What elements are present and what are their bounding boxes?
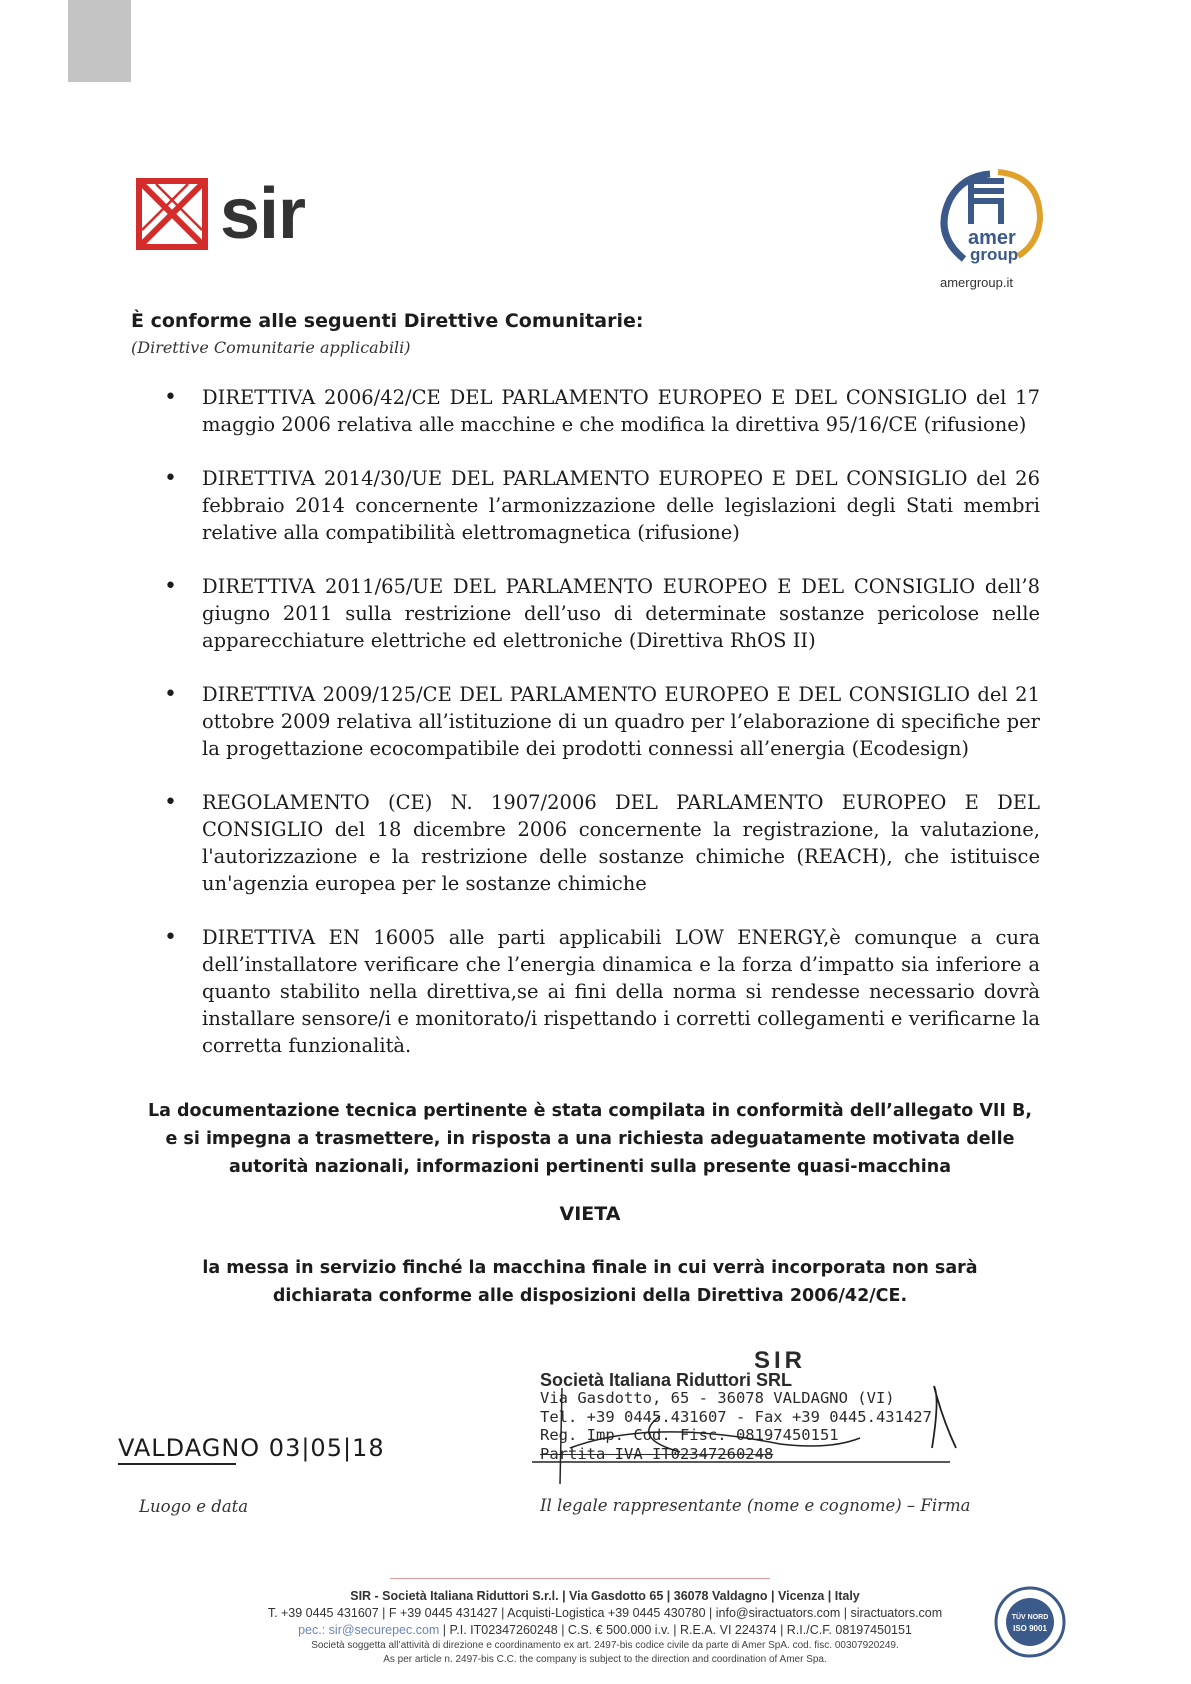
iso-certification-seal	[994, 1586, 1066, 1658]
legal-rep-label: Il legale rappresentante (nome e cognome) – Firma	[540, 1496, 971, 1515]
place-date-label: Luogo e data	[139, 1497, 249, 1516]
amer-url: amergroup.it	[940, 275, 1013, 290]
svg-text:ISO 9001: ISO 9001	[1013, 1624, 1047, 1633]
footer-contacts: T. +39 0445 431607 | F +39 0445 431427 | Acquisti-Logistica +39 0445 430780 | info@siractuators.com | siractuators.com	[267, 1606, 943, 1620]
directive-item: • DIRETTIVA 2011/65/UE DEL PARLAMENTO EUROPEO E DEL CONSIGLIO dell’8 giugno 2011 sulla restrizione dell’uso di determinate sostanze pericolose nelle apparecchiature elettriche ed elettroniche (Direttiva RhOS II)	[160, 573, 1040, 654]
directive-item: • REGOLAMENTO (CE) N. 1907/2006 DEL PARLAMENTO EUROPEO E DEL CONSIGLIO del 18 dicembre 2006 concernente la registrazione, la valutazione, l'autorizzazione e la restrizione delle sostanze chimiche (REACH), che istituisce un'agenzia europea per le sostanze chimiche	[160, 789, 1040, 897]
directive-item: • DIRETTIVA EN 16005 alle parti applicabili LOW ENERGY,è comunque a cura dell’installatore verificare che l’energia dinamica e la forza d’impatto sia inferiore a quanto stabilito nella direttiva,se ai fini della norma si rendesse necessario dovrà installare sensore/i e monitorato/i rispettando i corretti collegamenti e verificarne la corretta funzionalità.	[160, 924, 1040, 1059]
stamp-phone: Tel. +39 0445.431607 - Fax +39 0445.431427	[540, 1407, 932, 1426]
directive-item: • DIRETTIVA 2006/42/CE DEL PARLAMENTO EUROPEO E DEL CONSIGLIO del 17 maggio 2006 relativa alle macchine e che modifica la direttiva 95/16/CE (rifusione)	[160, 384, 1040, 438]
documentation-statement: La documentazione tecnica pertinente è stata compilata in conformità dell’allegato VII B, e si impegna a trasmettere, in risposta a una richiesta adeguatamente motivata delle autorità nazionali, informazioni pertinenti sulla presente quasi-macchina	[147, 1101, 1033, 1177]
svg-text:group: group	[970, 245, 1019, 264]
sir-logo-text: sir	[220, 174, 306, 254]
amer-group-logo	[928, 164, 1050, 274]
place-date-handwritten: VALDAGNO 03|05|18	[118, 1434, 385, 1462]
place-underline	[118, 1463, 236, 1465]
stamp-vat: Partita IVA IT02347260248	[540, 1444, 774, 1463]
footer-registry	[240, 1622, 970, 1639]
directive-item: • DIRETTIVA 2009/125/CE DEL PARLAMENTO EUROPEO E DEL CONSIGLIO del 21 ottobre 2009 relativa all’istituzione di un quadro per l’elaborazione di specifiche per la progettazione ecocompatibile dei prodotti connessi all’energia (Ecodesign)	[160, 681, 1040, 762]
footer-legal-note-it: Società soggetta all’attività di direzione e coordinamento ex art. 2497-bis codice civile da parte di Amer SpA. cod. fisc. 00307920249.	[311, 1640, 899, 1651]
footer-legal-note-en: As per article n. 2497-bis C.C. the company is subject to the direction and coordination of Amer Spa.	[383, 1654, 827, 1665]
directive-item: • DIRETTIVA 2014/30/UE DEL PARLAMENTO EUROPEO E DEL CONSIGLIO del 26 febbraio 2014 concernente l’armonizzazione delle legislazioni degli Stati membri relative alla compatibilità elettromagnetica (rifusione)	[160, 465, 1040, 546]
svg-text:TÜV NORD: TÜV NORD	[1011, 1614, 1049, 1621]
stamp-address: Via Gasdotto, 65 - 36078 VALDAGNO (VI)	[540, 1389, 895, 1407]
svg-text:amer: amer	[968, 227, 1016, 249]
footer-divider	[390, 1578, 770, 1579]
directives-list	[160, 384, 1040, 1086]
vieta-heading: VIETA	[559, 1203, 621, 1225]
conformity-heading: È conforme alle seguenti Direttive Comunitarie:	[131, 310, 644, 332]
stamp-company: Società Italiana Riduttori SRL	[540, 1369, 793, 1390]
footer	[240, 1588, 970, 1667]
prohibition-statement: la messa in servizio finché la macchina finale in cui verrà incorporata non sarà dichiarata conforme alle disposizioni della Direttiva 2006/42/CE.	[202, 1258, 978, 1306]
sir-logo	[136, 174, 306, 254]
stamp-registry: Reg. Imp. Cod. Fisc. 08197450151	[540, 1426, 839, 1444]
signature	[530, 1378, 980, 1488]
scan-corner-marker	[68, 0, 131, 82]
footer-pec: pec.: sir@securepec.com	[298, 1623, 440, 1637]
conformity-subheading: (Direttive Comunitarie applicabili)	[131, 338, 411, 357]
footer-company: SIR - Società Italiana Riduttori S.r.l. | Via Gasdotto 65 | 36078 Valdagno | Vicenza | Italy	[350, 1589, 860, 1603]
stamp-name: SIR	[753, 1347, 806, 1374]
sir-mark-icon	[136, 178, 208, 250]
footer-registry-rest: | P.I. IT02347260248 | C.S. € 500.000 i.v. | R.E.A. VI 224374 | R.I./C.F. 08197450151	[439, 1623, 912, 1637]
